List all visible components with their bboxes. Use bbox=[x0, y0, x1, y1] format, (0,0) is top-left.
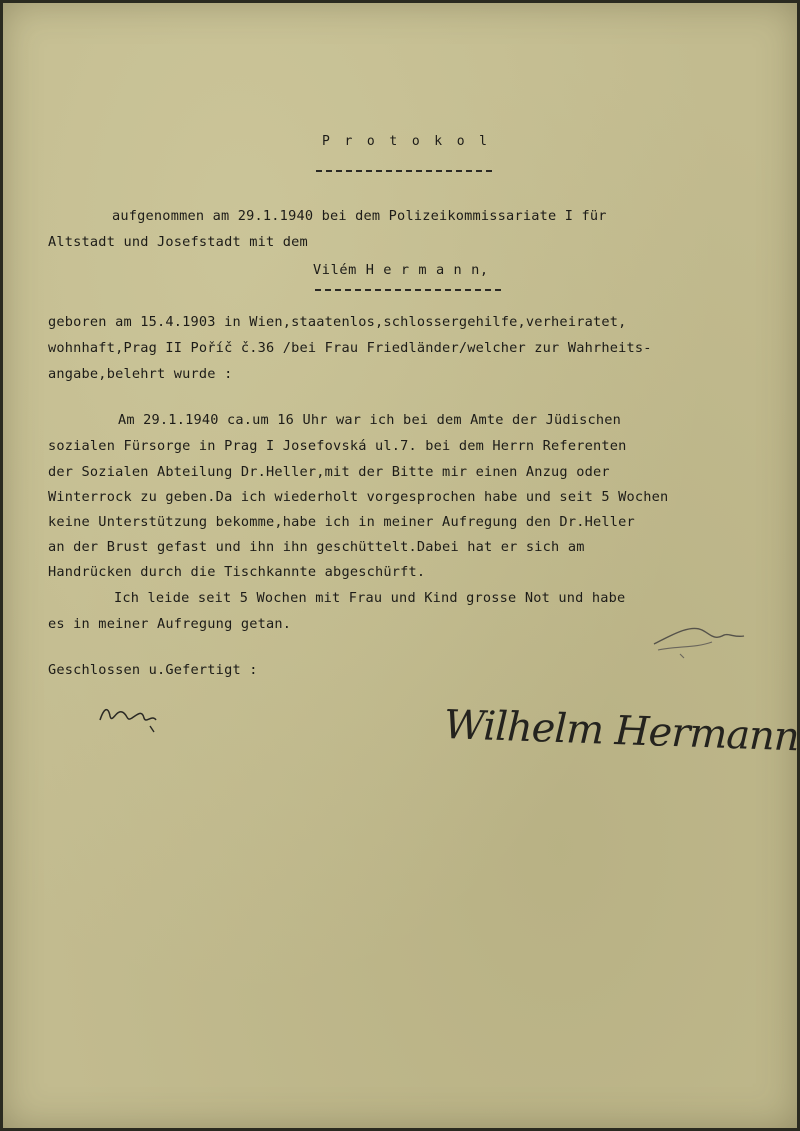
text-line-8: sozialen Fürsorge in Prag I Josefovská ul.7. bei dem Herrn Referenten bbox=[48, 438, 627, 454]
text-line-4: geboren am 15.4.1903 in Wien,staatenlos,schlossergehilfe,verheiratet, bbox=[48, 314, 627, 330]
text-line-12: an der Brust gefast und ihn ihn geschüttelt.Dabei hat er sich am bbox=[48, 539, 585, 555]
text-line-13: Handrücken durch die Tischkannte abgeschürft. bbox=[48, 564, 426, 580]
text-line-14: Ich leide seit 5 Wochen mit Frau und Kind grosse Not und habe bbox=[114, 590, 626, 606]
person-name: Vilém H e r m a n n, bbox=[313, 262, 489, 278]
name-underline bbox=[315, 289, 501, 291]
officer-initials bbox=[92, 696, 172, 736]
text-line-2: Altstadt und Josefstadt mit dem bbox=[48, 234, 308, 250]
text-line-9: der Sozialen Abteilung Dr.Heller,mit der Bitte mir einen Anzug oder bbox=[48, 464, 610, 480]
text-line-1: aufgenommen am 29.1.1940 bei dem Polizeikommissariate I für bbox=[112, 208, 607, 224]
marginal-scribble bbox=[640, 618, 750, 662]
text-line-7: Am 29.1.1940 ca.um 16 Uhr war ich bei dem Amte der Jüdischen bbox=[118, 412, 622, 428]
title-underline bbox=[316, 170, 492, 172]
signature: Wilhelm Hermann bbox=[443, 702, 800, 761]
text-line-5: wohnhaft,Prag II Poříč č.36 /bei Frau Friedländer/welcher zur Wahrheits- bbox=[48, 340, 652, 356]
text-line-6: angabe,belehrt wurde : bbox=[48, 366, 233, 382]
text-line-11: keine Unterstützung bekomme,habe ich in meiner Aufregung den Dr.Heller bbox=[48, 514, 635, 530]
closing-line: Geschlossen u.Gefertigt : bbox=[48, 662, 258, 678]
text-line-15: es in meiner Aufregung getan. bbox=[48, 616, 292, 632]
document-title: P r o t o k o l bbox=[322, 134, 491, 149]
text-line-10: Winterrock zu geben.Da ich wiederholt vorgesprochen habe und seit 5 Wochen bbox=[48, 489, 669, 505]
